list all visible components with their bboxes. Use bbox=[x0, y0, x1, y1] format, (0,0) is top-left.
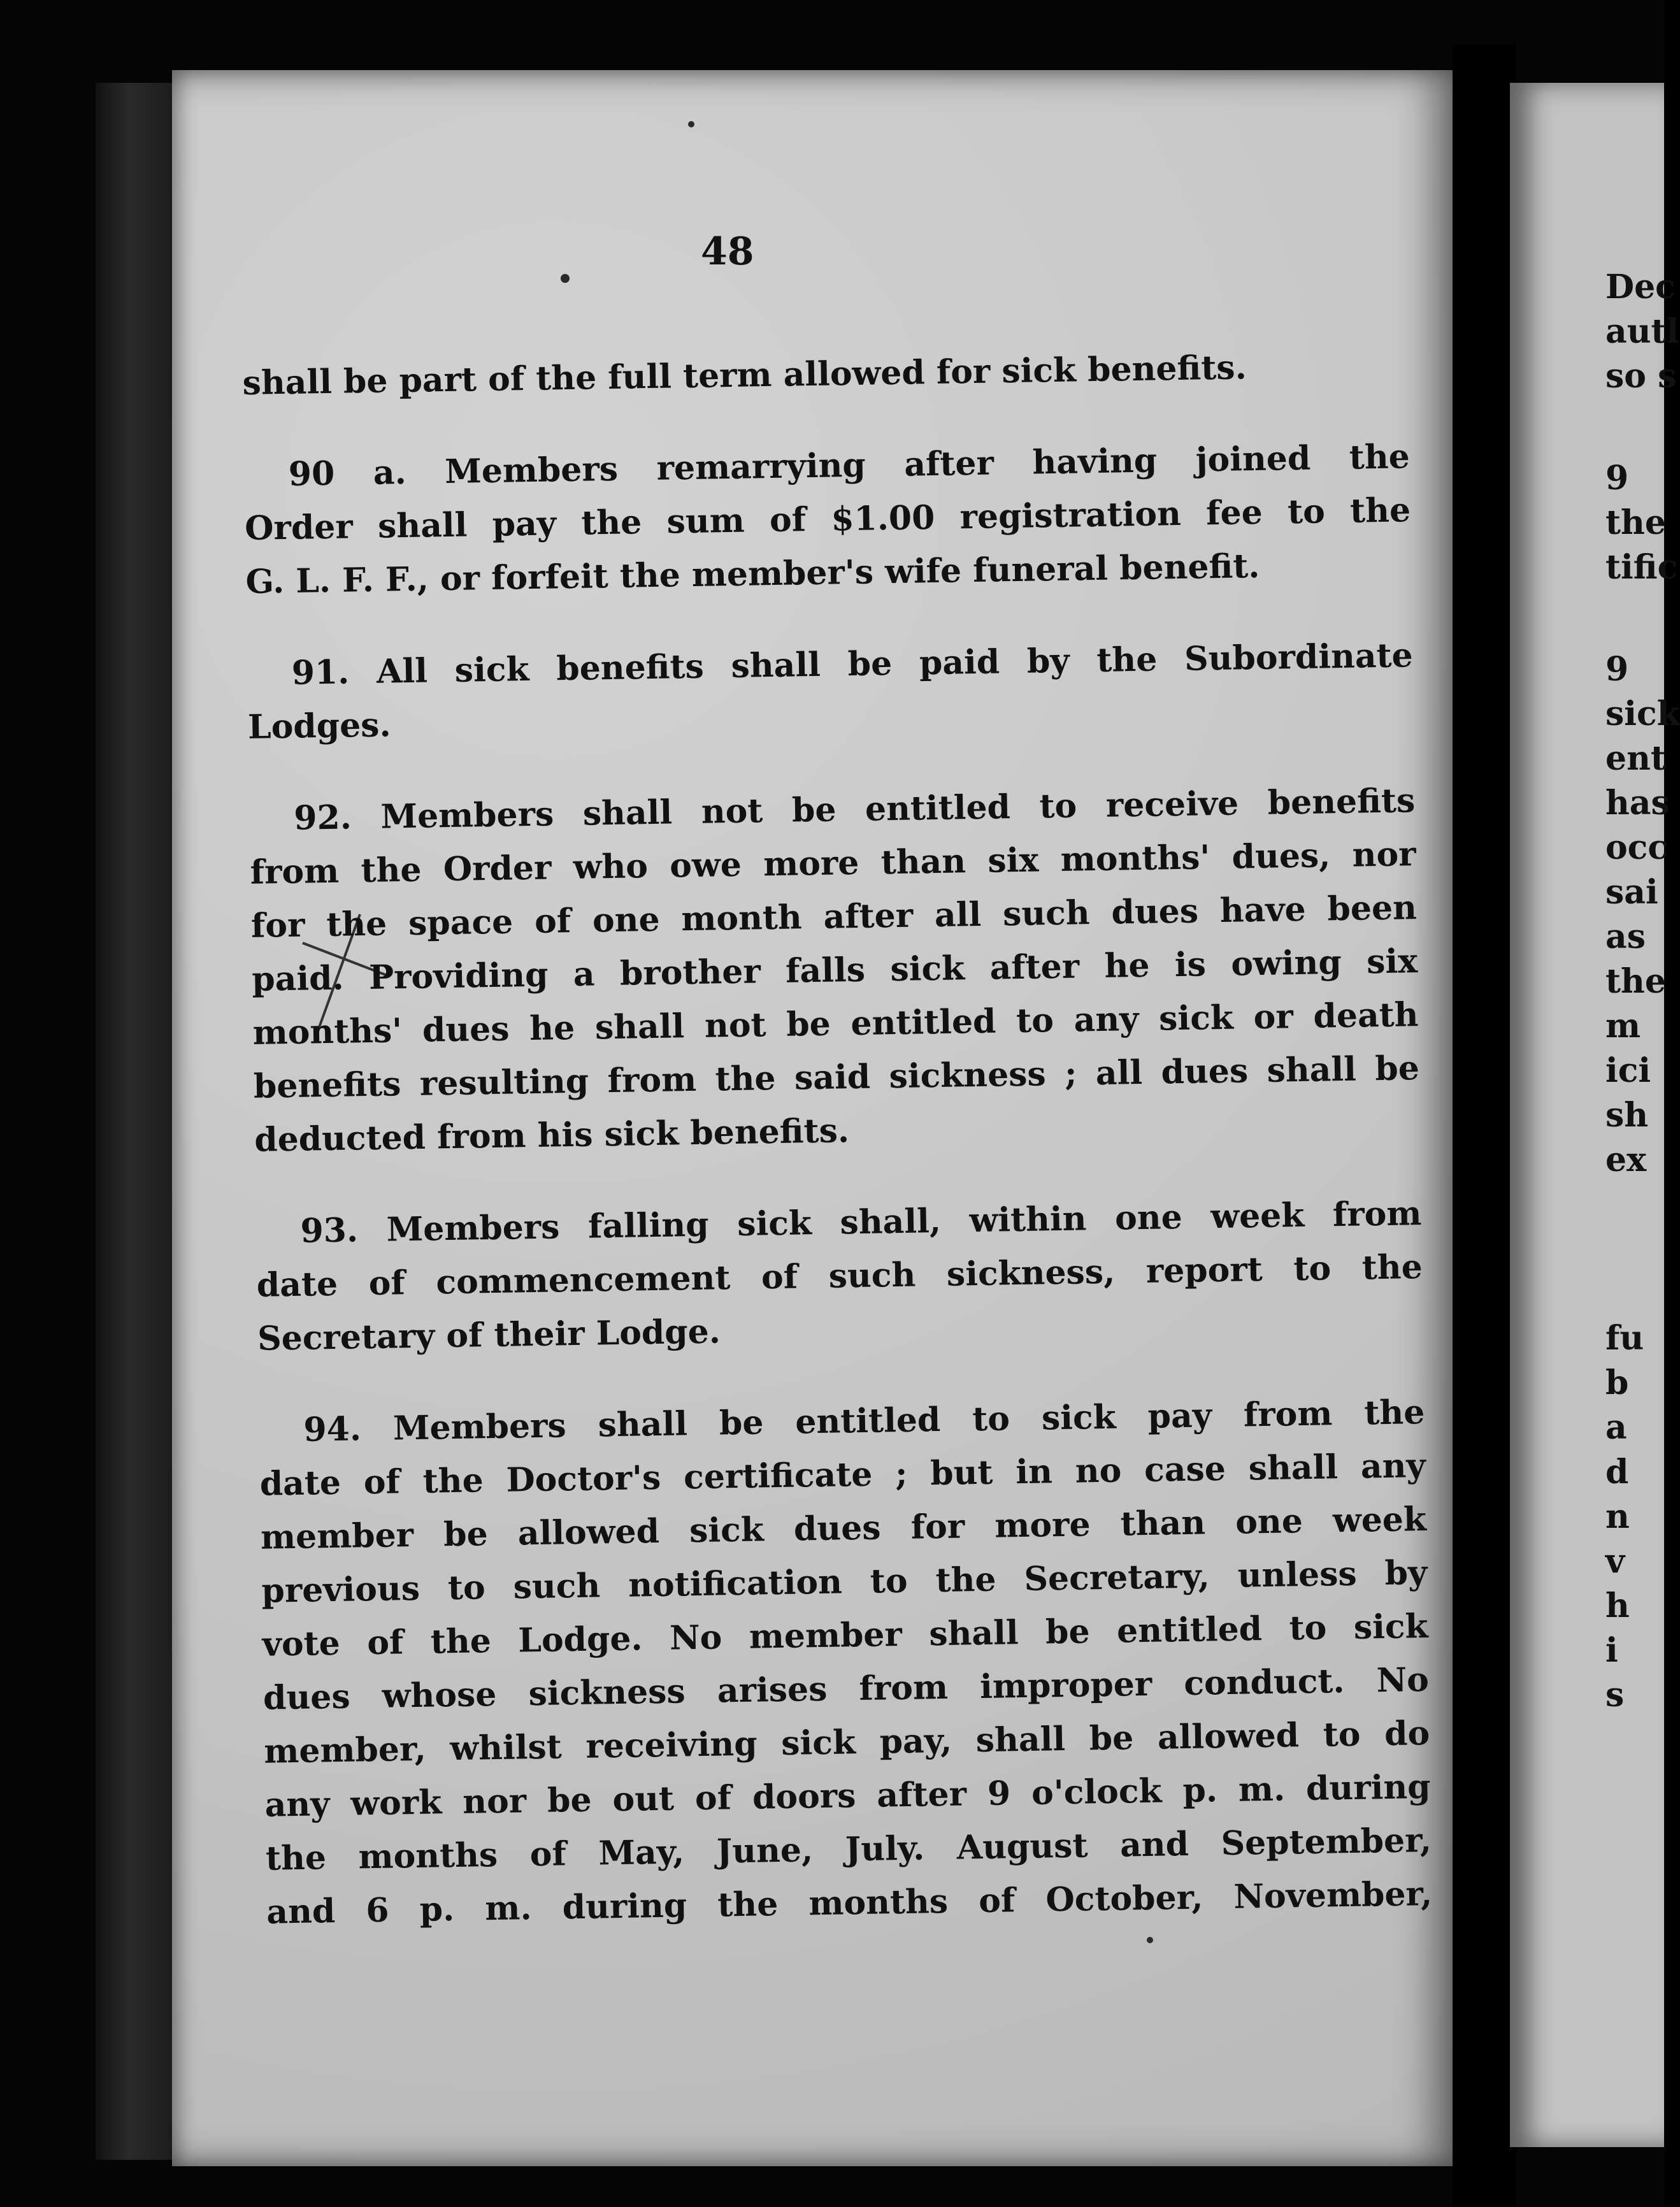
page-number: 48 bbox=[701, 229, 754, 274]
facing-page-text-fragment: ici bbox=[1605, 1051, 1651, 1090]
facing-page-text-fragment: 9 bbox=[1605, 459, 1629, 498]
facing-page-text-fragment: sick bbox=[1605, 694, 1680, 733]
facing-page-text-fragment: ent bbox=[1605, 739, 1666, 778]
facing-page-text-fragment: s bbox=[1605, 1676, 1625, 1715]
text-line: 92. Members shall not be entitled to receive benefits bbox=[293, 781, 1416, 838]
text-line: Order shall pay the sum of $1.00 registration fee to the bbox=[244, 491, 1411, 548]
facing-page-text-fragment: m bbox=[1605, 1007, 1641, 1046]
facing-page-text-fragment: has bbox=[1605, 784, 1670, 823]
facing-page-text-fragment: d bbox=[1605, 1453, 1629, 1492]
text-line: Lodges. bbox=[247, 705, 392, 747]
facing-page-text-fragment: v bbox=[1605, 1542, 1625, 1581]
text-line: G. L. F. F., or forfeit the member's wife funeral benefit. bbox=[245, 546, 1260, 601]
facing-page-text-fragment: the bbox=[1605, 962, 1666, 1001]
text-line: for the space of one month after all such dues have been bbox=[250, 888, 1418, 945]
book-left-edge bbox=[96, 83, 178, 2160]
facing-page-text-fragment: sai bbox=[1605, 873, 1658, 912]
facing-page-text-fragment: ex bbox=[1605, 1140, 1647, 1179]
text-line: 93. Members falling sick shall, within one week from bbox=[300, 1194, 1422, 1251]
facing-page-text-fragment: a bbox=[1605, 1408, 1627, 1447]
facing-page-text-fragment: fu bbox=[1605, 1319, 1644, 1358]
facing-page-text-fragment: i bbox=[1605, 1631, 1618, 1670]
text-line: date of commencement of such sickness, report to the bbox=[256, 1247, 1423, 1305]
text-line: 94. Members shall be entitled to sick pay from the bbox=[303, 1393, 1425, 1449]
facing-page-text-fragment: autl bbox=[1605, 312, 1679, 351]
text-line: dues whose sickness arises from improper conduct. No bbox=[262, 1660, 1430, 1718]
facing-page-text-fragment: so s bbox=[1605, 357, 1677, 396]
text-line: 91. All sick benefits shall be paid by the Subordinate bbox=[291, 636, 1414, 693]
book-gutter bbox=[1453, 45, 1516, 2207]
body-text bbox=[242, 338, 1433, 1939]
facing-page-text-fragment: as bbox=[1605, 917, 1646, 956]
text-line: months' dues he shall not be entitled to any sick or death bbox=[252, 995, 1419, 1053]
paper-speck bbox=[688, 121, 694, 127]
facing-page-fragment bbox=[1510, 83, 1680, 2147]
facing-page-text-fragment: b bbox=[1605, 1363, 1629, 1402]
text-line: vote of the Lodge. No member shall be entitled to sick bbox=[262, 1607, 1429, 1664]
facing-page-text-fragment: n bbox=[1605, 1497, 1630, 1536]
facing-page-text-fragment: 9 bbox=[1605, 650, 1629, 689]
text-line: member, whilst receiving sick pay, shall be allowed to do bbox=[263, 1713, 1430, 1771]
text-line: previous to such notification to the Secretary, unless by bbox=[261, 1553, 1428, 1611]
text-line: member be allowed sick dues for more than one week bbox=[260, 1500, 1427, 1557]
text-line: deducted from his sick benefits. bbox=[254, 1111, 850, 1160]
text-line: 90 a. Members remarrying after having joined the bbox=[288, 437, 1411, 494]
text-line: and 6 p. m. during the months of October, November, bbox=[266, 1874, 1433, 1932]
text-line: any work nor be out of doors after 9 o'clock p. m. during bbox=[264, 1767, 1431, 1825]
paper-speck bbox=[1147, 1937, 1153, 1943]
facing-page-text-fragment: h bbox=[1605, 1586, 1630, 1625]
text-line: paid. Providing a brother falls sick after he is owing six bbox=[251, 942, 1418, 999]
facing-page-text-fragment: Dec bbox=[1605, 268, 1676, 306]
text-line: Secretary of their Lodge. bbox=[257, 1312, 721, 1358]
text-line: the months of May, June, July. August and September, bbox=[265, 1820, 1432, 1878]
facing-page-text-fragment: the bbox=[1605, 503, 1666, 542]
facing-page-text-fragment: tific bbox=[1605, 548, 1678, 587]
paper-speck bbox=[561, 274, 570, 283]
facing-page-text-fragment: occ bbox=[1605, 828, 1669, 867]
text-line: date of the Doctor's certificate ; but in no case shall any bbox=[259, 1446, 1426, 1504]
text-line: from the Order who owe more than six months' dues, nor bbox=[250, 835, 1416, 892]
text-line: benefits resulting from the said sickness ; all dues shall be bbox=[253, 1049, 1420, 1106]
text-line: shall be part of the full term allowed for sick benefits. bbox=[242, 348, 1247, 403]
facing-page-text-fragment: sh bbox=[1605, 1096, 1649, 1135]
